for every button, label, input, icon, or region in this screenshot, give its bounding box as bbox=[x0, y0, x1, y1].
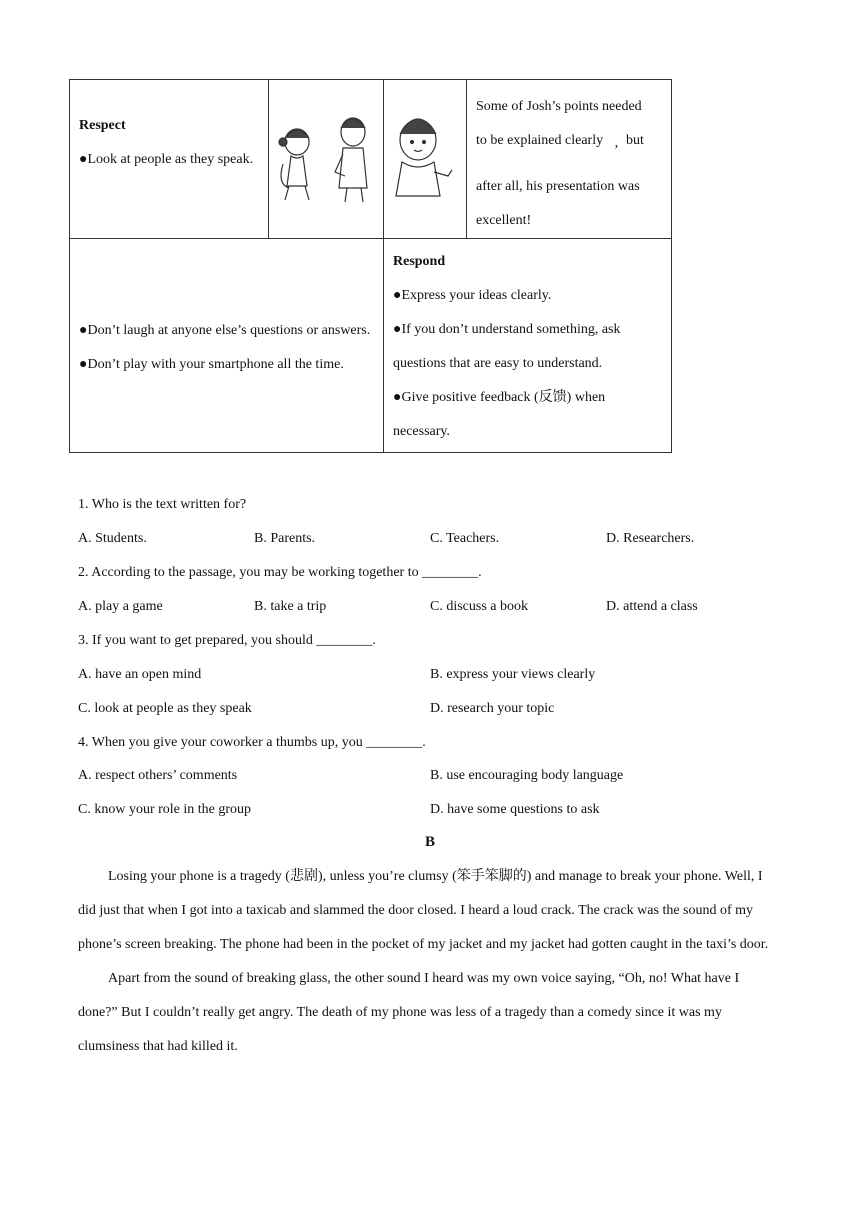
illustration-boy-cell bbox=[384, 80, 467, 239]
question-3-stem: 3. If you want to get prepared, you should ________. bbox=[78, 633, 376, 648]
q3-option-c: C. look at people as they speak bbox=[78, 701, 252, 716]
quote-line-3: after all, his presentation was bbox=[476, 179, 640, 194]
q2-option-c: C. discuss a book bbox=[430, 599, 528, 614]
q2-option-d: D. attend a class bbox=[606, 599, 698, 614]
question-1-stem: 1. Who is the text written for? bbox=[78, 497, 247, 512]
two-kids-illustration bbox=[269, 80, 383, 236]
section-b-passage bbox=[78, 860, 778, 1064]
rule-no-smartphone: ●Don’t play with your smartphone all the time. bbox=[79, 356, 344, 372]
section-b-heading: B bbox=[424, 834, 435, 850]
q2-option-a: A. play a game bbox=[78, 599, 163, 614]
boy-speaking-illustration bbox=[384, 80, 466, 236]
q4-option-b: B. use encouraging body language bbox=[430, 768, 624, 783]
question-4-stem: 4. When you give your coworker a thumbs up, you ________. bbox=[78, 735, 426, 750]
respond-title: Respond bbox=[393, 254, 446, 269]
q3-option-a: A. have an open mind bbox=[78, 667, 202, 682]
etiquette-table bbox=[69, 79, 672, 453]
q1-option-d: D. Researchers. bbox=[606, 531, 695, 546]
respond-cell bbox=[384, 239, 672, 453]
q3-option-d: D. research your topic bbox=[430, 701, 555, 716]
q1-option-a: A. Students. bbox=[78, 531, 147, 546]
passage-paragraph-2: Apart from the sound of breaking glass, the other sound I heard was my own voice saying, “Oh, no! What have I done?” But I couldn’t really get angry. The death of my phone was less of a tragedy than a comedy since it was my clumsiness that had killed it. bbox=[78, 971, 740, 1054]
quote-line-1: Some of Josh’s points needed bbox=[476, 99, 642, 114]
quote-line-2-wrap bbox=[476, 124, 665, 158]
rules-cell bbox=[70, 239, 384, 453]
respect-point: ●Look at people as they speak. bbox=[79, 152, 254, 167]
respect-cell bbox=[70, 80, 269, 239]
q2-option-b: B. take a trip bbox=[254, 599, 327, 614]
question-2-stem: 2. According to the passage, you may be working together to ________. bbox=[78, 565, 482, 580]
q4-option-a: A. respect others’ comments bbox=[78, 768, 238, 783]
q4-option-c: C. know your role in the group bbox=[78, 802, 252, 817]
respond-point-3: ●Give positive feedback (反馈) when necessary. bbox=[393, 390, 606, 439]
quote-line-4: excellent! bbox=[476, 213, 532, 228]
illustration-two-kids-cell bbox=[269, 80, 384, 239]
q1-option-b: B. Parents. bbox=[254, 531, 316, 546]
quote-line-2: to be explained clearly bbox=[476, 133, 604, 148]
passage-paragraph-1: Losing your phone is a tragedy (悲剧), unless you’re clumsy (笨手笨脚的) and manage to break your phone. Well, I did just that when I got into a taxicab and slammed the door closed. I heard a loud crack. The crack was the sound of my phone’s screen breaking. The phone had been in the pocket of my jacket and my jacket had gotten caught in the taxi’s door. bbox=[78, 869, 769, 952]
respect-title: Respect bbox=[79, 118, 126, 133]
rule-no-laughing: ●Don’t laugh at anyone else’s questions or answers. bbox=[79, 322, 371, 338]
quote-comma: ’ bbox=[614, 143, 619, 158]
q4-option-d: D. have some questions to ask bbox=[430, 802, 600, 817]
quote-cell bbox=[467, 80, 672, 239]
respond-point-1: ●Express your ideas clearly. bbox=[393, 288, 552, 303]
q3-option-b: B. express your views clearly bbox=[430, 667, 596, 682]
respond-point-2: ●If you don’t understand something, ask questions that are easy to understand. bbox=[393, 322, 621, 371]
quote-but: but bbox=[626, 133, 644, 148]
q1-option-c: C. Teachers. bbox=[430, 531, 500, 546]
